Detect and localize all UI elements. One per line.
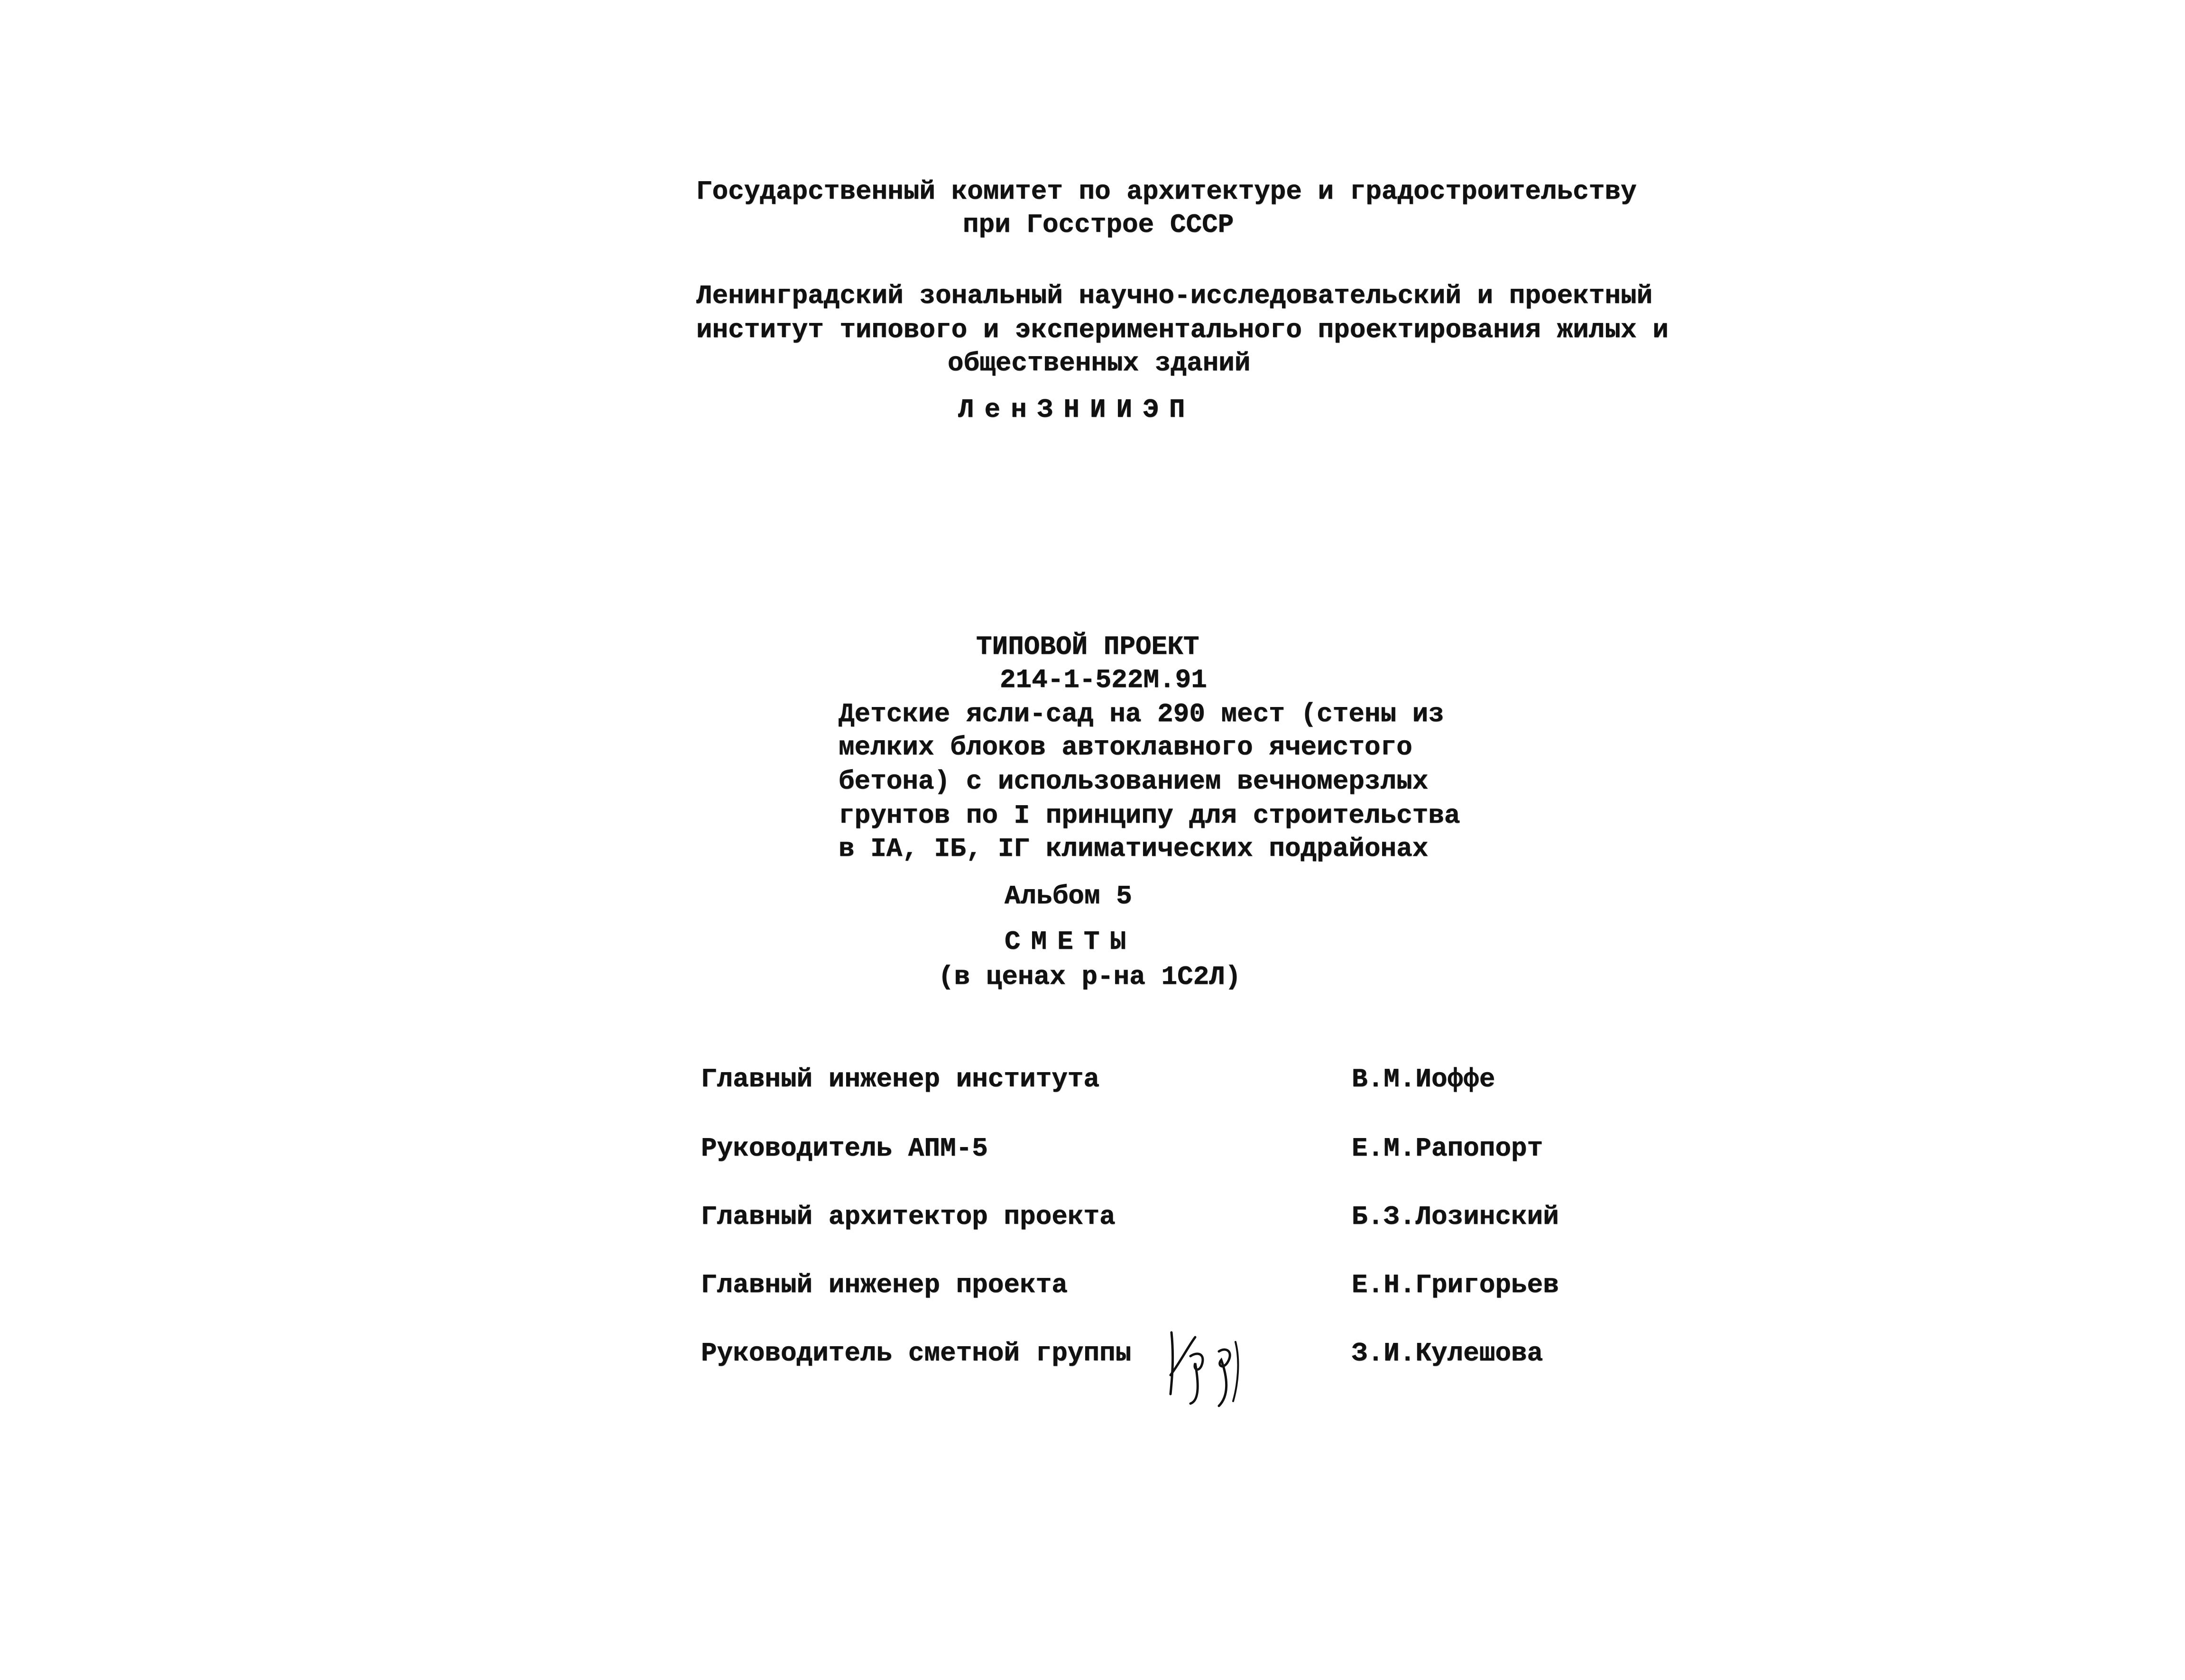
signatory-role: Главный архитектор проекта bbox=[701, 1202, 1116, 1232]
signatory-role: Главный инженер института bbox=[701, 1064, 1100, 1094]
project-description-4: грунтов по I принципу для строительства bbox=[839, 800, 1460, 831]
prices-note: (в ценах р-на 1С2Л) bbox=[938, 962, 1241, 992]
handwritten-signature bbox=[1162, 1318, 1257, 1413]
project-description-2: мелких блоков автоклавного ячеистого bbox=[839, 732, 1412, 762]
signatory-name: Б.З.Лозинский bbox=[1352, 1202, 1559, 1232]
project-description-3: бетона) с использованием вечномерзлых bbox=[839, 766, 1429, 797]
project-number: 214-1-522М.91 bbox=[1000, 665, 1207, 695]
signatory-name: З.И.Кулешова bbox=[1352, 1338, 1543, 1368]
committee-line-2: при Госстрое СССР bbox=[963, 210, 1234, 240]
signatory-name: В.М.Иоффе bbox=[1352, 1064, 1495, 1094]
album-label: Альбом 5 bbox=[1005, 881, 1132, 911]
signatory-role: Главный инженер проекта bbox=[701, 1270, 1068, 1300]
project-label: ТИПОВОЙ ПРОЕКТ bbox=[976, 632, 1199, 662]
signatory-name: Е.Н.Григорьев bbox=[1352, 1270, 1559, 1300]
signatory-role: Руководитель АПМ-5 bbox=[701, 1133, 988, 1164]
project-description-5: в IА, IБ, IГ климатических подрайонах bbox=[839, 834, 1429, 864]
institute-line-1: Ленинградский зональный научно-исследовательский и проектный bbox=[696, 281, 1653, 311]
institute-line-2: институт типового и экспериментального проектирования жилых и bbox=[696, 315, 1669, 345]
institute-abbr: ЛенЗНИИЭП bbox=[958, 395, 1196, 425]
institute-line-3: общественных зданий bbox=[948, 348, 1251, 378]
signatory-role: Руководитель сметной группы bbox=[701, 1338, 1132, 1368]
project-description-1: Детские ясли-сад на 290 мест (стены из bbox=[839, 699, 1445, 729]
signatory-name: Е.М.Рапопорт bbox=[1352, 1133, 1543, 1164]
committee-line-1: Государственный комитет по архитектуре и градостроительству bbox=[696, 176, 1637, 207]
section-title: СМЕТЫ bbox=[1005, 927, 1137, 957]
